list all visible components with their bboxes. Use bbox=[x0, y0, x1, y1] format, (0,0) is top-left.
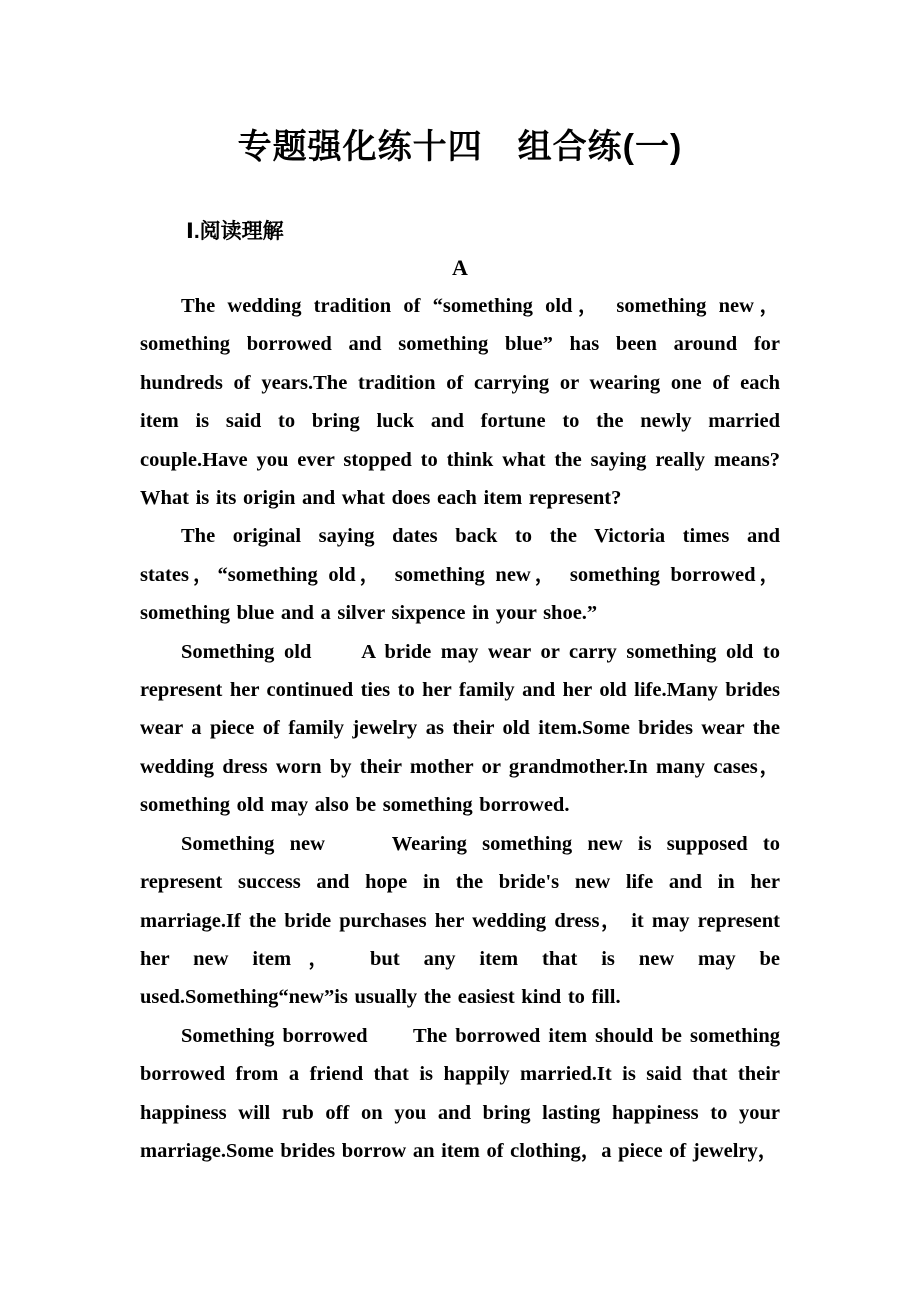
section-heading-reading-comprehension: Ⅰ.阅读理解 bbox=[186, 220, 284, 243]
passage-label-a: A bbox=[452, 255, 468, 280]
passage-paragraph-1: The wedding tradition of “something old， something new， something borrowed and something blue” has been around for hundreds of years.The tradition of carrying or wearing one of each item is said to bring luck and fortune to the newly married couple.Have you ever stopped to think what the saying really means? What is its origin and what does each item represent? bbox=[140, 295, 780, 510]
passage-paragraph-5: Something borrowed The borrowed item should be something borrowed from a friend that is happily married.It is said that their happiness will rub off on you and bring lasting happiness to your marriage.Some brides borrow an item of clothing，a piece of jewelry， bbox=[140, 1024, 780, 1162]
passage-paragraph-4: Something new Wearing something new is supposed to represent success and hope in the bride's new life and in her marriage.If the bride purchases her wedding dress， it may represent her new item， but any item that is new may be used.Something“new”is usually the easiest kind to fill. bbox=[140, 832, 780, 1009]
passage-body bbox=[140, 287, 780, 1170]
passage-paragraph-2: The original saying dates back to the Victoria times and states，“something old， something new， something borrowed， something blue and a silver sixpence in your shoe.” bbox=[140, 525, 780, 625]
passage-paragraph-3: Something old A bride may wear or carry something old to represent her continued ties to her family and her old life.Many brides wear a piece of family jewelry as their old item.Some brides wear the wedding dress worn by their mother or grandmother.In many cases， something old may also be something borrowed. bbox=[140, 640, 780, 817]
document-title: 专题强化练十四 组合练(一) bbox=[237, 128, 683, 166]
